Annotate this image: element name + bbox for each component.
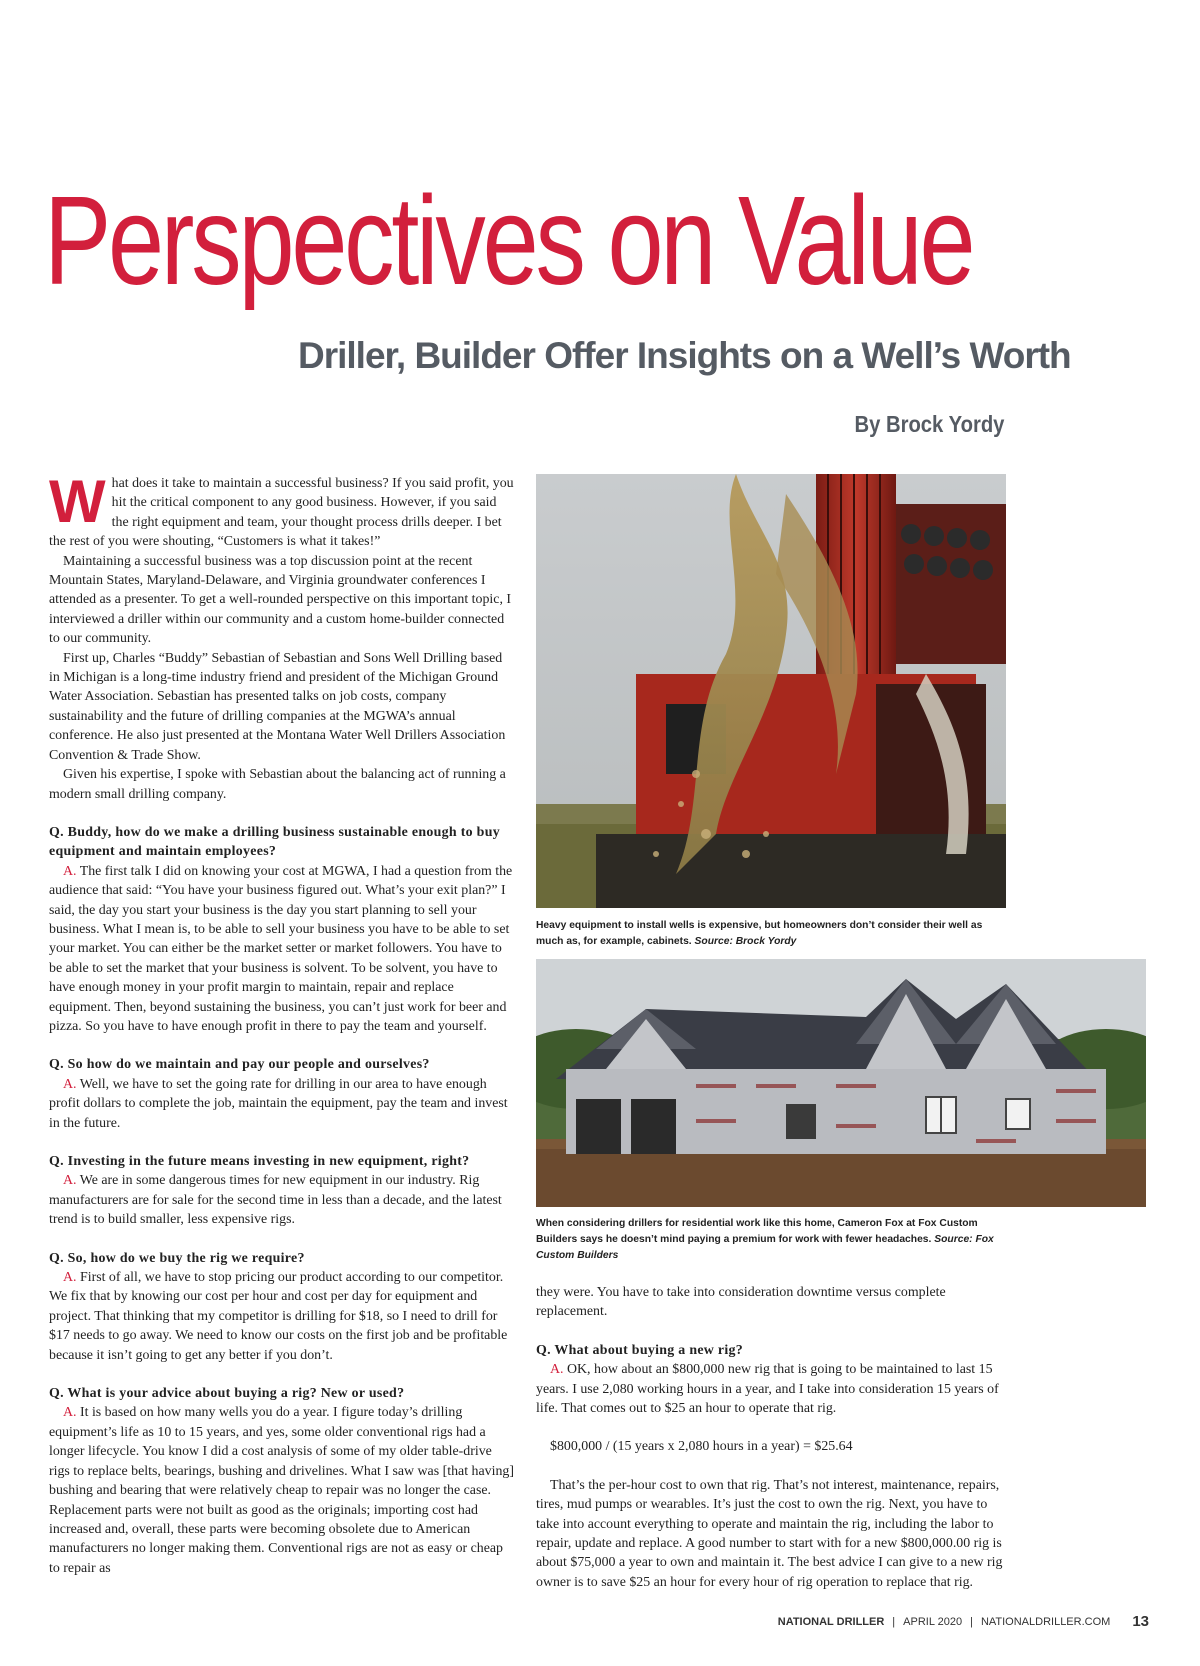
- body-paragraph: That’s the per-hour cost to own that rig. That’s not interest, maintenance, repairs, tires, mud pumps or wearables. It’s just the cost to own the rig. Next, you have to take into account everything to operate and maintain the rig, including the labor to repair, update and replace. A good number to start with for a new $800,000.00 rig is about $75,000 a year to own and maintain it. The best advice I can give to a new rig owner is to save $25 an hour for every hour of rig operation to replace that rig.: [536, 1477, 1003, 1590]
- article-column-left: [49, 468, 514, 1578]
- publication-name: NATIONAL DRILLER: [777, 1615, 885, 1628]
- question-heading: Q. So, how do we buy the rig we require?: [49, 1250, 305, 1266]
- body-paragraph: Maintaining a successful business was a top discussion point at the recent Mountain States, Maryland-Delaware, and Virginia groundwater conferences I attended as a presenter. To get a well-rounded perspective on this important topic, I interviewed a driller within our community and a custom home-builder connected to our community.: [49, 553, 512, 647]
- house-illustration: [536, 959, 1146, 1207]
- article-title: Perspectives on Value: [44, 170, 973, 311]
- answer-paragraph: [536, 1360, 1006, 1418]
- issue-date: APRIL 2020: [903, 1615, 963, 1628]
- question-heading: Q. Investing in the future means investing in new equipment, right?: [49, 1154, 470, 1169]
- answer-marker: A.: [63, 1173, 77, 1189]
- answer-marker: A.: [63, 1405, 77, 1421]
- intro-text: hat does it take to maintain a successful business? If you said profit, you hit the critical component to any good business. However, if you said the right equipment and team, your thought process drills deeper. I bet the rest of you were shouting, “Customers is what it takes!”: [49, 476, 514, 550]
- question-heading: Q. So how do we maintain and pay our people and ourselves?: [49, 1057, 430, 1073]
- article-column-right: [536, 1283, 1006, 1592]
- house-photo-caption: [536, 1216, 1006, 1264]
- question-heading: Q. What about buying a new rig?: [536, 1342, 744, 1358]
- page-footer: [778, 1613, 1149, 1630]
- answer-marker: A.: [63, 1270, 77, 1286]
- answer-marker: A.: [550, 1362, 564, 1378]
- answer-paragraph: [49, 1268, 514, 1365]
- body-paragraph: First up, Charles “Buddy” Sebastian of Sebastian and Sons Well Drilling based in Michigan is a long-time industry friend and president of the Michigan Ground Water Association. Sebastian has presented talks on job costs, company sustainability and the future of drilling companies at the MGWA’s annual conference. He also just presented at the Montana Water Well Drillers Association Convention & Trade Show.: [49, 650, 506, 763]
- website-url: NATIONALDRILLER.COM: [980, 1615, 1111, 1628]
- body-paragraph: Given his expertise, I spoke with Sebastian about the balancing act of running a modern small drilling company.: [49, 767, 506, 802]
- answer-paragraph: [49, 862, 514, 1037]
- answer-marker: A.: [63, 1076, 77, 1092]
- page-number: 13: [1132, 1613, 1149, 1630]
- answer-paragraph: [49, 1403, 514, 1578]
- house-photo: [536, 959, 1146, 1207]
- answer-text: First of all, we have to stop pricing our product according to our competitor. We fix that by knowing our cost per hour and cost per day for equipment and project. That thinking that my competitor is drilling for $18, so I need to drill for $17 needs to go away. We need to know our costs on the first job and be profitable because it isn’t going to get any better if you don’t.: [49, 1270, 508, 1363]
- answer-text: OK, how about an $800,000 new rig that is going to be maintained to last 15 years. I use 2,080 working hours in a year, and I take into consideration 15 years of life. That comes out to $25 an hour to operate that rig.: [536, 1362, 999, 1417]
- byline: By Brock Yordy: [854, 411, 1004, 437]
- answer-marker: A.: [63, 863, 77, 879]
- answer-text: It is based on how many wells you do a year. I figure today’s drilling equipment’s life as 10 to 15 years, and yes, some older conventional rigs had a longer lifecycle. You know I did a cost analysis of some of my older table-drive rigs to replace belts, bearings, bushing and drivelines. What I saw was [that having] bushing and bearing that were relatively cheap to repair was no longer the case. Replacement parts were not built as good as the originals; importing cost had increased and, overall, these parts were becoming obsolete due to American manufacturers no longer making them. Conventional rigs are not as easy or cheap to repair as: [49, 1405, 514, 1576]
- caption-text: Heavy equipment to install wells is expensive, but homeowners don’t consider their well as much as, for example, cabinets.: [536, 920, 983, 947]
- drop-cap: W: [49, 468, 106, 535]
- rig-photo-caption: [536, 918, 1006, 950]
- answer-paragraph: [49, 1075, 514, 1133]
- drill-rig-illustration: [536, 474, 1006, 908]
- intro-paragraph: [49, 468, 514, 552]
- photo-credit: Source: Brock Yordy: [694, 936, 797, 947]
- answer-text: We are in some dangerous times for new equipment in our industry. Rig manufacturers are for sale for the second time in less than a decade, and the latest trend is to build smaller, less expensive rigs.: [49, 1173, 502, 1228]
- footer-separator: |: [892, 1615, 896, 1628]
- drill-rig-photo: [536, 474, 1006, 908]
- question-heading: Q. What is your advice about buying a rig? New or used?: [49, 1386, 405, 1402]
- footer-separator: |: [970, 1615, 973, 1628]
- answer-paragraph: [49, 1171, 514, 1229]
- answer-text: The first talk I did on knowing your cost at MGWA, I had a question from the audience that said: “You have your business figured out. What’s your exit plan?” I said, the day you start your business is the day you start planning to sell your business. What I mean is, to be able to sell your business you have to be able to set your market. You can either be the market setter or market followers. You have to be able to set the market that your business is solvent. To be solvent, you have to have enough money in your profit margin to maintain, repair and replace equipment. Then, beyond sustaining the business, you can’t just work for beer and pizza. So you have to have enough profit in there to pay the team and yourself.: [49, 863, 513, 1034]
- question-heading: Q. Buddy, how do we make a drilling business sustainable enough to buy equipment and maintain employees?: [49, 824, 500, 860]
- cost-formula: $800,000 / (15 years x 2,080 hours in a year) = $25.64: [550, 1439, 853, 1455]
- answer-text: Well, we have to set the going rate for drilling in our area to have enough profit dollars to complete the job, maintain the equipment, pay the team and invest in the future.: [49, 1076, 508, 1131]
- article-subtitle: Driller, Builder Offer Insights on a Well’s Worth: [298, 335, 1071, 376]
- photo-credit: Source: Fox Custom Builders: [536, 1234, 994, 1261]
- caption-text: When considering drillers for residential work like this home, Cameron Fox at Fox Custom Builders says he doesn’t mind paying a premium for work with fewer headaches.: [536, 1218, 978, 1245]
- body-paragraph: they were. You have to take into consideration downtime versus complete replacement.: [536, 1285, 946, 1320]
